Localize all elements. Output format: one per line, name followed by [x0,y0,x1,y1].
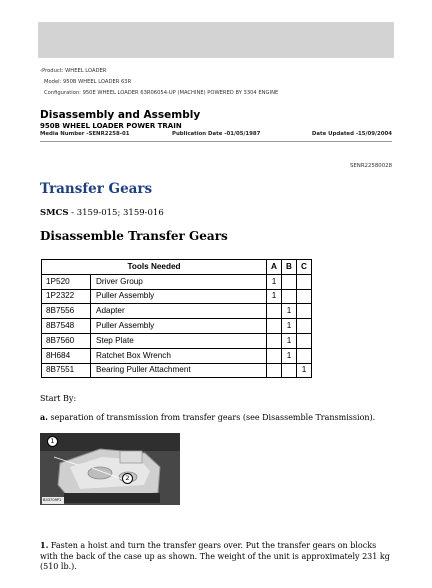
tools-needed-header: Tools Needed [42,260,267,275]
table-row [42,319,312,334]
document-id: SENR22580028 [349,163,392,169]
step-text: Fasten a hoist and turn the transfer gears over. Put the transfer gears on blocks with the back of the case up as shown. The weight of the unit is approximately 231 kg (510 lb.). [40,541,390,571]
configuration-line: Configuration: 950E WHEEL LOADER 63R06054-UP (MACHINE) POWERED BY 3304 ENGINE [44,90,279,96]
smcs-label: SMCS [40,208,69,218]
callout-1-marker: 1 [47,436,58,447]
product-line: ‹Product: WHEEL LOADER [40,68,107,74]
column-c-mark [297,319,312,334]
item-marker: a. [40,412,48,422]
smcs-codes [40,208,164,218]
table-header-row [42,260,312,275]
column-a-mark [267,333,282,348]
photo-id-label: B43709P1 [43,498,62,502]
model-line: Model: 950B WHEEL LOADER 63R [44,79,132,85]
date-updated: Date Updated -15/09/2004 [311,131,392,137]
table-row [42,363,312,378]
document-subtitle: 950B WHEEL LOADER POWER TRAIN [40,122,182,130]
document-title: Disassembly and Assembly [40,109,201,121]
column-a-header: A [267,260,282,275]
part-name: Ratchet Box Wrench [91,348,267,363]
column-b-mark [282,289,297,304]
callout-2-marker: 2 [122,473,133,484]
part-number: 8H684 [42,348,91,363]
column-b-mark: 1 [282,348,297,363]
part-number: 1P2322 [42,289,91,304]
tools-needed-table [41,259,312,378]
part-name: Puller Assembly [91,319,267,334]
column-b-header: B [282,260,297,275]
column-a-mark [267,363,282,378]
column-c-mark [297,289,312,304]
part-name: Bearing Puller Attachment [91,363,267,378]
column-c-header: C [297,260,312,275]
part-name: Step Plate [91,333,267,348]
start-by-item-a [40,412,375,422]
column-a-mark [267,348,282,363]
section-title: Transfer Gears [40,181,153,197]
column-c-mark [297,274,312,289]
part-number: 8B7548 [42,319,91,334]
photo-illustration [40,433,180,505]
header-banner [38,22,394,58]
table-row [42,289,312,304]
column-c-mark [297,348,312,363]
table-row [42,333,312,348]
media-number: Media Number -SENR2258-01 [40,131,130,137]
column-b-mark: 1 [282,333,297,348]
part-number: 1P520 [42,274,91,289]
column-a-mark [267,304,282,319]
step-number: 1. [40,540,49,550]
smcs-value: - 3159-015; 3159-016 [68,208,164,218]
part-name: Driver Group [91,274,267,289]
table-row [42,348,312,363]
column-b-mark [282,363,297,378]
part-number: 8B7551 [42,363,91,378]
item-text: separation of transmission from transfer gears (see Disassemble Transmission). [47,413,376,422]
column-a-mark [267,319,282,334]
publication-date: Publication Date -01/05/1987 [172,131,261,137]
column-b-mark: 1 [282,304,297,319]
column-a-mark: 1 [267,274,282,289]
table-row [42,304,312,319]
column-b-mark [282,274,297,289]
part-number: 8B7560 [42,333,91,348]
part-name: Adapter [91,304,267,319]
start-by-label: Start By: [40,394,77,403]
procedure-title: Disassemble Transfer Gears [40,229,228,243]
step-1 [40,540,396,573]
table-row [42,274,312,289]
column-c-mark [297,333,312,348]
column-a-mark: 1 [267,289,282,304]
transfer-gears-photo [40,433,180,505]
part-number: 8B7556 [42,304,91,319]
column-c-mark: 1 [297,363,312,378]
column-c-mark [297,304,312,319]
header-divider [40,141,392,142]
part-name: Puller Assembly [91,289,267,304]
column-b-mark: 1 [282,319,297,334]
